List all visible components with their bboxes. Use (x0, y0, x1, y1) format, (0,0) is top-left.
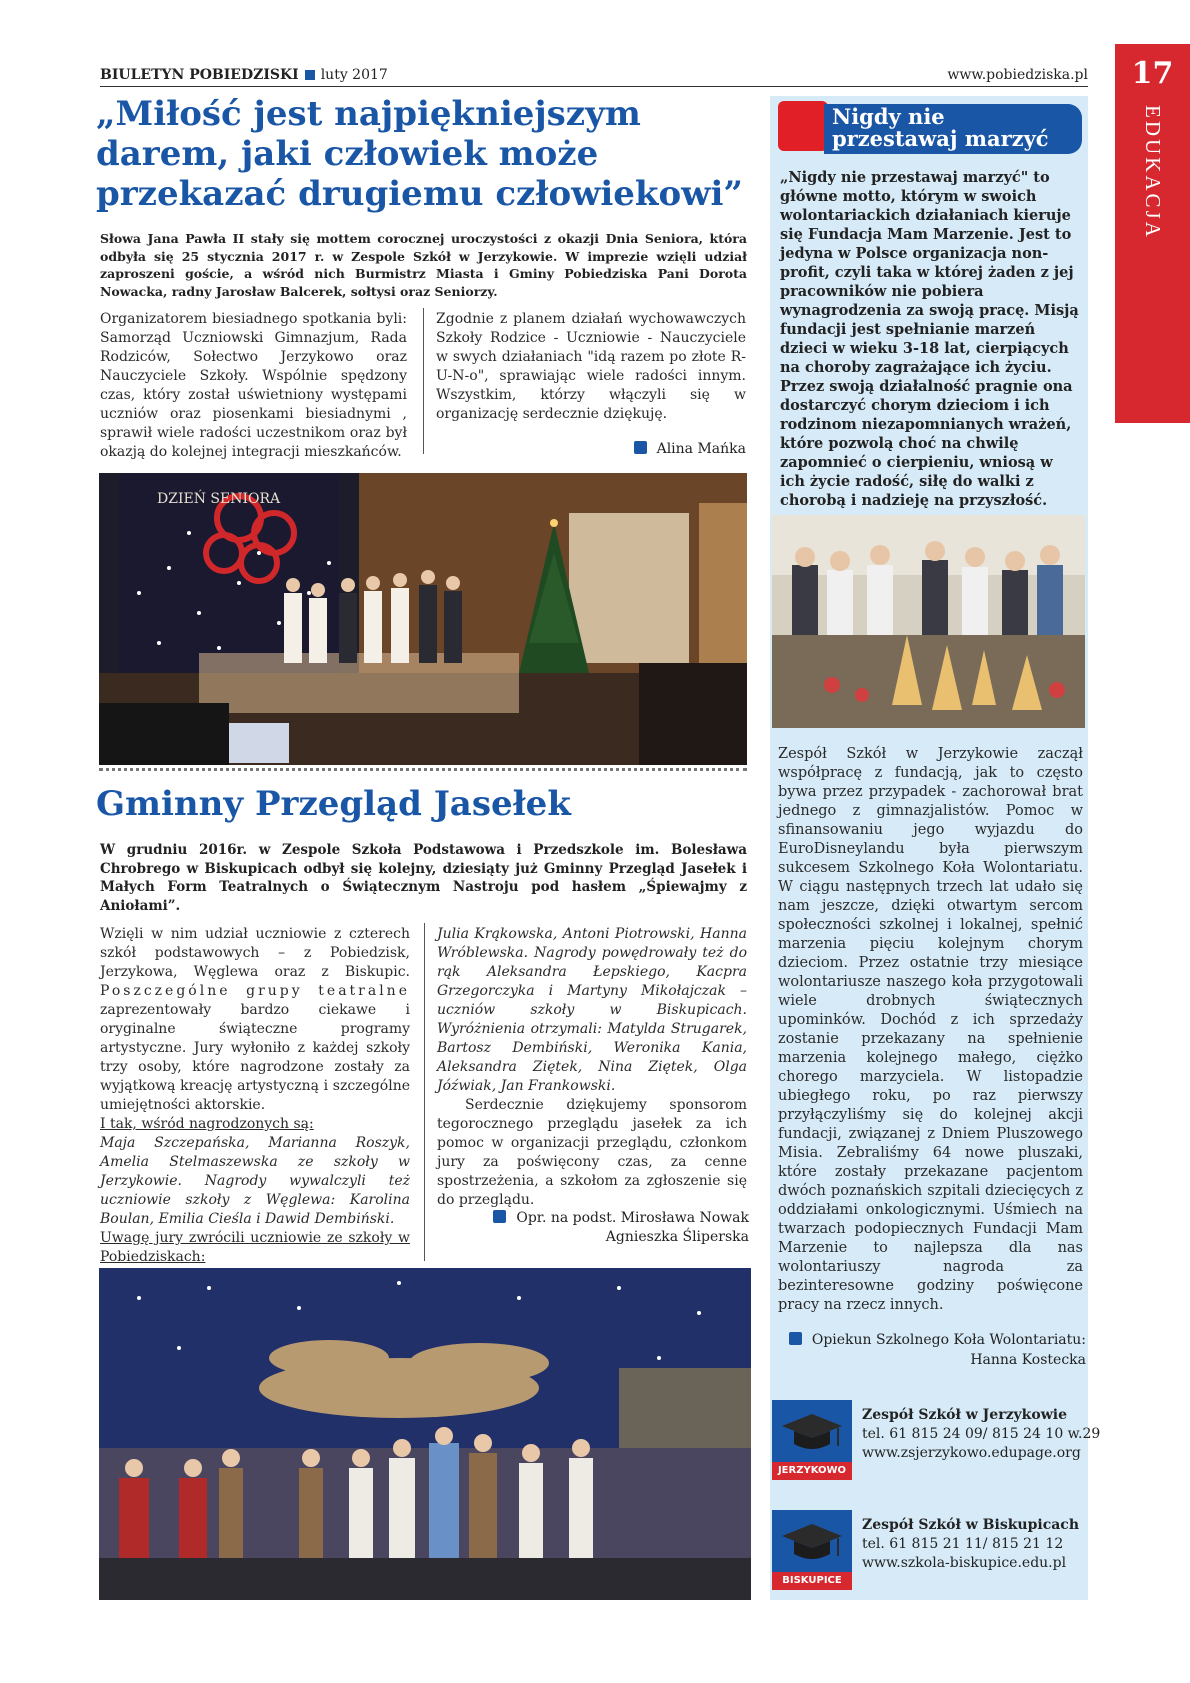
website-link[interactable]: www.pobiedziska.pl (947, 67, 1088, 83)
school-website[interactable]: www.zsjerzykowo.edupage.org (862, 1445, 1081, 1461)
banner-text: DZIEŃ SENIORA (157, 491, 281, 507)
school-name: Zespół Szkół w Biskupicach (862, 1517, 1079, 1533)
article2-author (493, 1209, 749, 1247)
contact-text (862, 1406, 1100, 1463)
author-bullet-icon (634, 441, 647, 454)
column-divider (424, 923, 425, 1261)
author-line2: Agnieszka Śliperska (605, 1229, 749, 1245)
contact-text (862, 1516, 1079, 1573)
nativity-photo-illustration (99, 1268, 751, 1600)
contact-card-jerzykowo (772, 1400, 1101, 1490)
article2-column2 (437, 925, 747, 1210)
publication-header (100, 67, 388, 83)
school-phone: tel. 61 815 21 11/ 815 21 12 (862, 1536, 1064, 1552)
school-logo-label: BISKUPICE (772, 1572, 852, 1590)
sidebar-intro: „Nigdy nie przestawaj marzyć" to główne motto, którym w swoich wolontariackich działaniach kieruje się Fundacja Mam Marzenie. Jest to jedyna w Polsce organizacja non- profit, czyli taka w której żaden z jej pracowników nie pobiera wynagrodzenia za swoją pracę. Misją fundacji jest spełnianie marzeń dzieci w wieku 3-18 lat, cierpiących na choroby zagrażające ich życiu. Przez swoją działalność pragnie ona dostarczyć chorym dzieciom i ich rodzinom niezapomnianych wrażeń, które pozwolą choć na chwilę zapomnieć o cierpieniu, wniosą w ich życie radość, siłę do walki z chorobą i nadzieję na przyszłość. (780, 169, 1079, 509)
sidebar-author (789, 1330, 1086, 1370)
section-label: EDUKACJA (1141, 105, 1165, 240)
article2-jury-heading: Uwagę jury zwrócili uczniowie ze szkoły w Pobiedziskach: (100, 1230, 410, 1265)
article2-winners-list: Maja Szczepańska, Marianna Roszyk, Amelia Stelmaszewska ze szkoły w Jerzykowie. Nagrody wywalczyli też uczniowie szkoły z Węglewa: Karolina Boulan, Emilia Cieśla i Dawid Dembiński. (100, 1135, 410, 1227)
author-name: Alina Mańka (656, 441, 746, 457)
article2-title: Gminny Przegląd Jasełek (96, 784, 571, 824)
article2-lead: W grudniu 2016r. w Zespole Szkoła Podstawowa i Przedszkole im. Bolesława Chrobrego w Biskupicach odbył się kolejny, dziesiąty już Gminny Przegląd Jasełek i Małych Form Teatralnych o Świątecznym Nastroju pod hasłem „Śpiewajmy z Aniołami”. (100, 842, 747, 914)
volunteers-photo (772, 515, 1085, 728)
article1-lead: Słowa Jana Pawła II stały się mottem corocznej uroczystości z okazji Dnia Seniora, która odbyła się 25 stycznia 2017 r. w Zespole Szkół w Jerzykowie. W imprezie wzięli udział zaproszeni goście, a wśród nich Burmistrz Miasta i Gminy Pobiedziska Pani Dorota Nowacka, radny Jarosław Balcerek, sołtysi oraz Seniorzy. (100, 231, 747, 299)
volunteers-photo-illustration (772, 515, 1085, 728)
article1-column2: Zgodnie z planem działań wychowawczych Szkoły Rodzice - Uczniowie - Nauczyciele w swych działaniach "idą razem po złote R-U-N-o", sprawiając wiele radości innym. Wszystkim, którzy włączyli się w organizację serdecznie dziękuję. (436, 311, 746, 422)
sidebar-body: Zespół Szkół w Jerzykowie zaczął współpracę z fundacją, jak to często bywa przez przypadek - zachorował brat jednego z gimnazjalistów. Pomoc w sfinansowaniu jego wyjazdu do EuroDisneylandu była pierwszym sukcesem Szkolnego Koła Wolontariatu. W ciągu następnych trzech lat udało się nam jeszcze, dzięki otwartym sercom społeczności szkolnej i lokalnej, spełnić marzenia pięciu kolejnym chorym dzieciom. Przez ostatnie trzy miesiące wolontariusze naszego koła przygotowali wiele drobnych świątecznych upominków. Dochód z ich sprzedaży zostanie przekazany na spełnienie marzenia kolejnego małego, ciężko chorego marzyciela. W listopadzie ubiegłego roku, po raz pierwszy przyłączyliśmy się do kolejnej akcji fundacji, związanej z Dniem Pluszowego Misia. Zebraliśmy 64 nowe pluszaki, które zostały przekazane pacjentom dwóch poznańskich szpitali dziecięcych z oddziałami onkologicznymi. Uśmiech na twarzach podopiecznych Fundacji Mam Marzenie to najlepsza dla nas wolontariuszy nagroda za bezinteresowne godziny poświęcone pracy na rzecz innych. (778, 746, 1083, 1313)
article2-col1-paragraph-cont: zaprezentowały bardzo ciekawe i oryginalne świąteczne programy artystyczne. Jury wyłoniło z każdej szkoły trzy osoby, które nagrodzone zostały za wyjątkową kreację artystyczną i szczególne umiejętności aktorskie. (100, 1002, 410, 1113)
sidebar-author-line2: Hanna Kostecka (970, 1352, 1086, 1368)
author-bullet-icon (493, 1210, 506, 1223)
column-divider (423, 308, 424, 454)
issue-date: luty 2017 (320, 67, 388, 83)
article2-winners-heading: I tak, wśród nagrodzonych są: (100, 1116, 314, 1132)
article1-column1: Organizatorem biesiadnego spotkania byli: Samorząd Uczniowski Gimnazjum, Rada Rodziców, Sołectwo Jerzykowo oraz Nauczyciele Szkoły. Wspólnie spędzony czas, który został uświetniony występami uczniów oraz piosenkami biesiadnymi , sprawił wiele radości uczestnikom oraz był okazją do kolejnej integracji mieszkańców. (100, 311, 407, 460)
page-number: 17 (1131, 56, 1174, 91)
article1-author (634, 441, 746, 457)
section-separator (99, 768, 747, 771)
sidebar-red-square (778, 101, 828, 151)
graduation-cap-icon (772, 1400, 852, 1462)
sidebar-title: Nigdy nie przestawaj marzyć (832, 104, 1049, 151)
stage-photo (99, 473, 747, 765)
school-phone: tel. 61 815 24 09/ 815 24 10 w.29 (862, 1426, 1101, 1442)
article2-col1-spread: Poszczególne grupy teatralne (100, 983, 410, 999)
article1-title: „Miłość jest najpiękniejszym darem, jaki człowiek może przekazać drugiemu człowiekowi” (96, 94, 743, 214)
article2-col1-paragraph: Wzięli w nim udział uczniowie z czterech szkół podstawowych – z Pobiedzisk, Jerzykowa, Węglewa oraz z Biskupic. (100, 926, 410, 980)
school-name: Zespół Szkół w Jerzykowie (862, 1407, 1067, 1423)
author-bullet-icon (789, 1332, 802, 1345)
article2-thanks: Serdecznie dziękujemy sponsorom tegorocznego przeglądu jasełek za ich pomoc w organizacji przeglądu, członkom jury za poświęcony czas, za cenne spostrzeżenia, a szkołom za zgłoszenie się do przeglądu. (437, 1097, 747, 1208)
article2-col2-names: Julia Krąkowska, Antoni Piotrowski, Hanna Wróblewska. Nagrody powędrowały też do rąk Aleksandra Łepskiego, Kacpra Grzegorczyka i Martyny Mikołajczak – uczniów szkoły w Biskupicach. Wyróżnienia otrzymali: Matylda Strugarek, Bartosz Dembiński, Weronika Kania, Aleksandra Ziętek, Nina Ziętek, Olga Jóźwiak, Jan Frankowski. (437, 926, 747, 1094)
square-bullet-icon (305, 70, 315, 80)
school-website[interactable]: www.szkola-biskupice.edu.pl (862, 1555, 1067, 1571)
author-line1: Opr. na podst. Mirosława Nowak (516, 1210, 749, 1226)
stage-photo-illustration (99, 473, 747, 765)
header-divider (100, 86, 1088, 87)
sidebar-author-line1: Opiekun Szkolnego Koła Wolontariatu: (811, 1332, 1086, 1348)
article2-column1 (100, 925, 410, 1267)
publication-name: BIULETYN POBIEDZISKI (100, 67, 299, 83)
school-logo-label: JERZYKOWO (772, 1462, 852, 1480)
nativity-photo (99, 1268, 751, 1600)
graduation-cap-icon (772, 1510, 852, 1572)
contact-card-biskupice (772, 1510, 1082, 1600)
